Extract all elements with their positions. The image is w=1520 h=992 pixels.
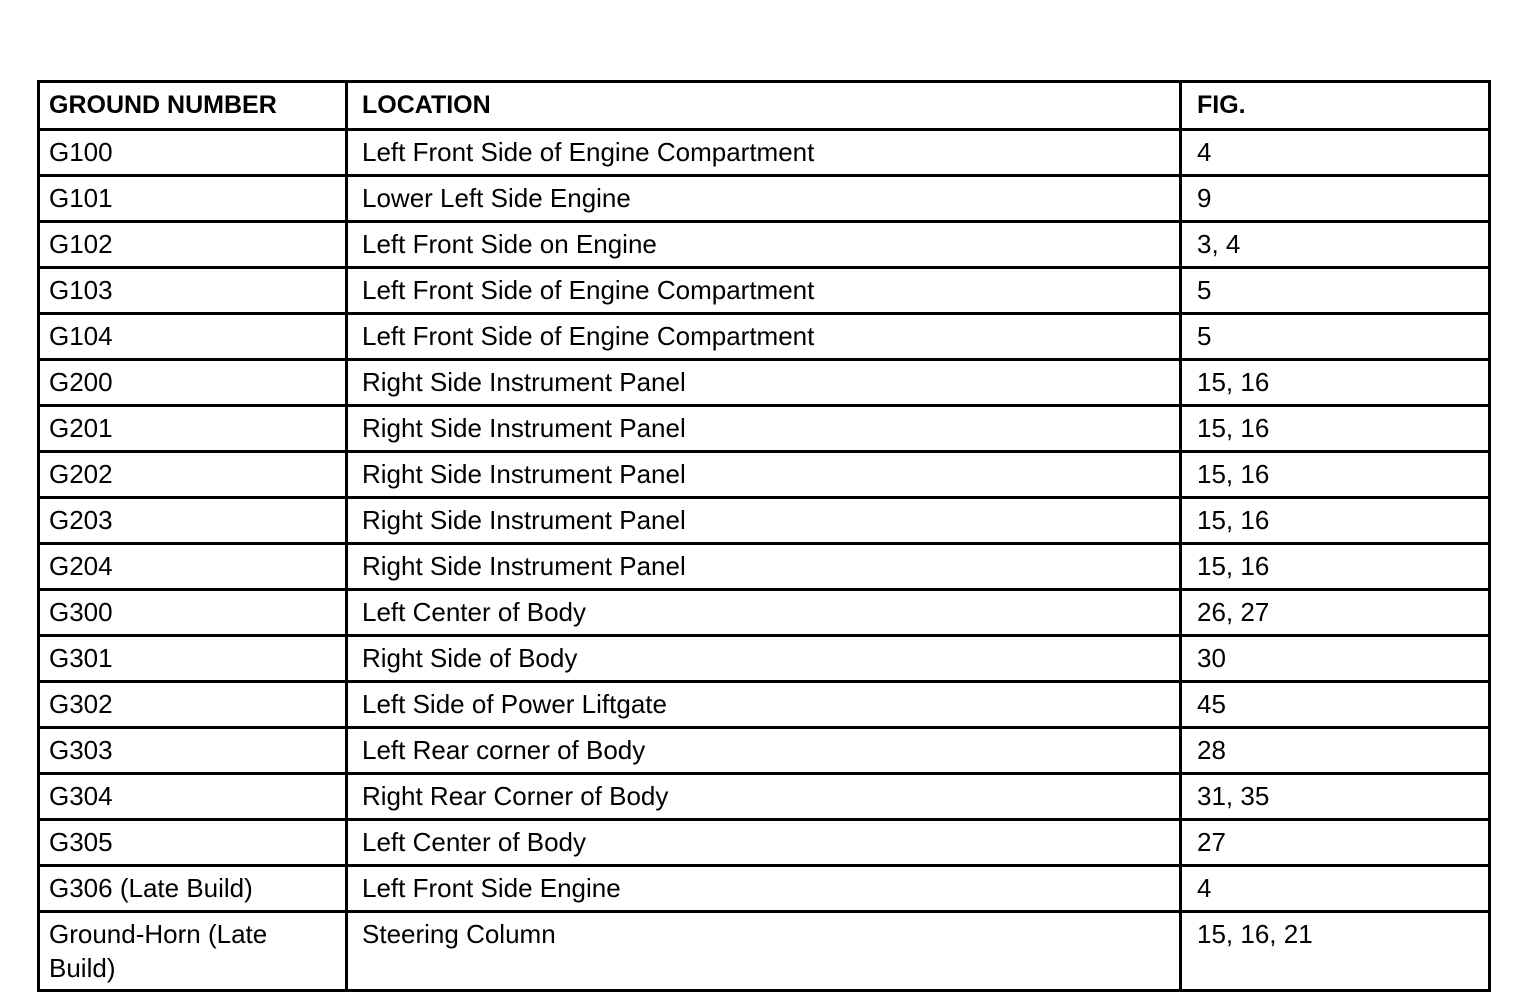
fig-cell: 5 [1181, 268, 1490, 314]
location-cell: Right Side Instrument Panel [347, 544, 1181, 590]
location-cell: Left Center of Body [347, 590, 1181, 636]
ground-number-cell: G101 [39, 176, 347, 222]
table-row [39, 406, 1490, 452]
ground-number-cell: G300 [39, 590, 347, 636]
fig-cell: 15, 16 [1181, 360, 1490, 406]
fig-cell: 45 [1181, 682, 1490, 728]
ground-number-cell: G202 [39, 452, 347, 498]
fig-cell: 15, 16 [1181, 498, 1490, 544]
table-row [39, 222, 1490, 268]
fig-cell: 15, 16 [1181, 544, 1490, 590]
ground-number-cell: G304 [39, 774, 347, 820]
ground-location-table-container [37, 80, 1488, 992]
fig-cell: 15, 16 [1181, 406, 1490, 452]
ground-number-cell: G305 [39, 820, 347, 866]
header-ground-number: GROUND NUMBER [39, 82, 347, 130]
ground-number-cell: G306 (Late Build) [39, 866, 347, 912]
table-row [39, 636, 1490, 682]
location-cell: Left Front Side on Engine [347, 222, 1181, 268]
location-cell: Right Side of Body [347, 636, 1181, 682]
ground-number-cell: G204 [39, 544, 347, 590]
location-cell: Right Side Instrument Panel [347, 498, 1181, 544]
header-location: LOCATION [347, 82, 1181, 130]
table-header-row [39, 82, 1490, 130]
fig-cell: 9 [1181, 176, 1490, 222]
location-cell: Left Rear corner of Body [347, 728, 1181, 774]
table-row [39, 728, 1490, 774]
ground-number-cell: G103 [39, 268, 347, 314]
ground-number-cell: G100 [39, 130, 347, 176]
table-row [39, 176, 1490, 222]
table-row [39, 130, 1490, 176]
location-cell: Right Side Instrument Panel [347, 452, 1181, 498]
fig-cell: 31, 35 [1181, 774, 1490, 820]
table-row [39, 314, 1490, 360]
ground-number-cell: G203 [39, 498, 347, 544]
table-row [39, 590, 1490, 636]
location-cell: Lower Left Side Engine [347, 176, 1181, 222]
fig-cell: 30 [1181, 636, 1490, 682]
location-cell: Right Rear Corner of Body [347, 774, 1181, 820]
ground-number-cell: G104 [39, 314, 347, 360]
location-cell: Left Front Side of Engine Compartment [347, 130, 1181, 176]
table-row [39, 452, 1490, 498]
location-cell: Left Side of Power Liftgate [347, 682, 1181, 728]
fig-cell: 27 [1181, 820, 1490, 866]
ground-number-cell: G102 [39, 222, 347, 268]
table-row [39, 866, 1490, 912]
table-row [39, 774, 1490, 820]
location-cell: Right Side Instrument Panel [347, 360, 1181, 406]
ground-number-cell: G301 [39, 636, 347, 682]
ground-location-table [37, 80, 1491, 992]
ground-number-cell: G201 [39, 406, 347, 452]
table-row [39, 682, 1490, 728]
table-row [39, 268, 1490, 314]
table-row [39, 498, 1490, 544]
fig-cell: 4 [1181, 130, 1490, 176]
table-row [39, 820, 1490, 866]
table-row [39, 360, 1490, 406]
fig-cell: 28 [1181, 728, 1490, 774]
ground-number-cell: G303 [39, 728, 347, 774]
location-cell: Left Center of Body [347, 820, 1181, 866]
location-cell: Right Side Instrument Panel [347, 406, 1181, 452]
fig-cell: 15, 16, 21 [1181, 912, 1490, 991]
location-cell: Steering Column [347, 912, 1181, 991]
fig-cell: 3, 4 [1181, 222, 1490, 268]
fig-cell: 4 [1181, 866, 1490, 912]
location-cell: Left Front Side of Engine Compartment [347, 268, 1181, 314]
header-fig: FIG. [1181, 82, 1490, 130]
location-cell: Left Front Side of Engine Compartment [347, 314, 1181, 360]
ground-number-cell: Ground-Horn (Late Build) [39, 912, 347, 991]
table-row [39, 544, 1490, 590]
table-row [39, 912, 1490, 991]
ground-number-cell: G200 [39, 360, 347, 406]
location-cell: Left Front Side Engine [347, 866, 1181, 912]
fig-cell: 5 [1181, 314, 1490, 360]
fig-cell: 26, 27 [1181, 590, 1490, 636]
fig-cell: 15, 16 [1181, 452, 1490, 498]
ground-number-cell: G302 [39, 682, 347, 728]
